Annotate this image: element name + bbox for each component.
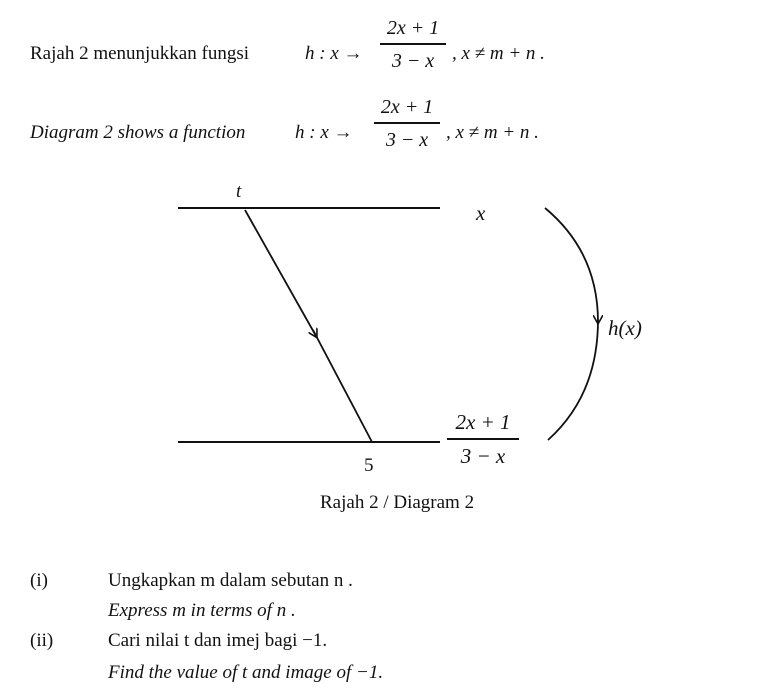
function-lhs-malay: h : x → — [305, 43, 363, 64]
question-1-number: (i) — [30, 570, 48, 591]
diagonal-line — [313, 330, 372, 442]
mapping-curve-lower — [548, 320, 598, 440]
function-condition-english: , x ≠ m + n . — [446, 122, 539, 143]
question-2-malay: Cari nilai t dan imej bagi −1. — [108, 630, 328, 651]
function-fraction-english: 2x + 1 3 − x — [374, 97, 440, 150]
output-fraction: 2x + 1 3 − x — [447, 412, 519, 467]
question-2-english: Find the value of t and image of −1. — [108, 662, 384, 683]
function-fraction-malay: 2x + 1 3 − x — [380, 18, 446, 71]
function-condition-malay: , x ≠ m + n . — [452, 43, 545, 64]
question-1-english: Express m in terms of n . — [108, 600, 296, 621]
mapping-curve-upper — [545, 208, 598, 322]
intro-english: Diagram 2 shows a function — [30, 122, 246, 143]
question-1-malay: Ungkapkan m dalam sebutan n . — [108, 570, 353, 591]
intro-malay: Rajah 2 menunjukkan fungsi — [30, 43, 249, 64]
diagonal-arrow-segment — [245, 210, 316, 336]
function-lhs-english: h : x → — [295, 122, 353, 143]
question-2-number: (ii) — [30, 630, 54, 651]
input-label-x: x — [476, 201, 486, 225]
codomain-label-5: 5 — [364, 455, 374, 476]
mapping-label-hx: h(x) — [608, 316, 642, 340]
diagram-caption: Rajah 2 / Diagram 2 — [320, 492, 475, 513]
domain-label-t: t — [236, 181, 242, 202]
